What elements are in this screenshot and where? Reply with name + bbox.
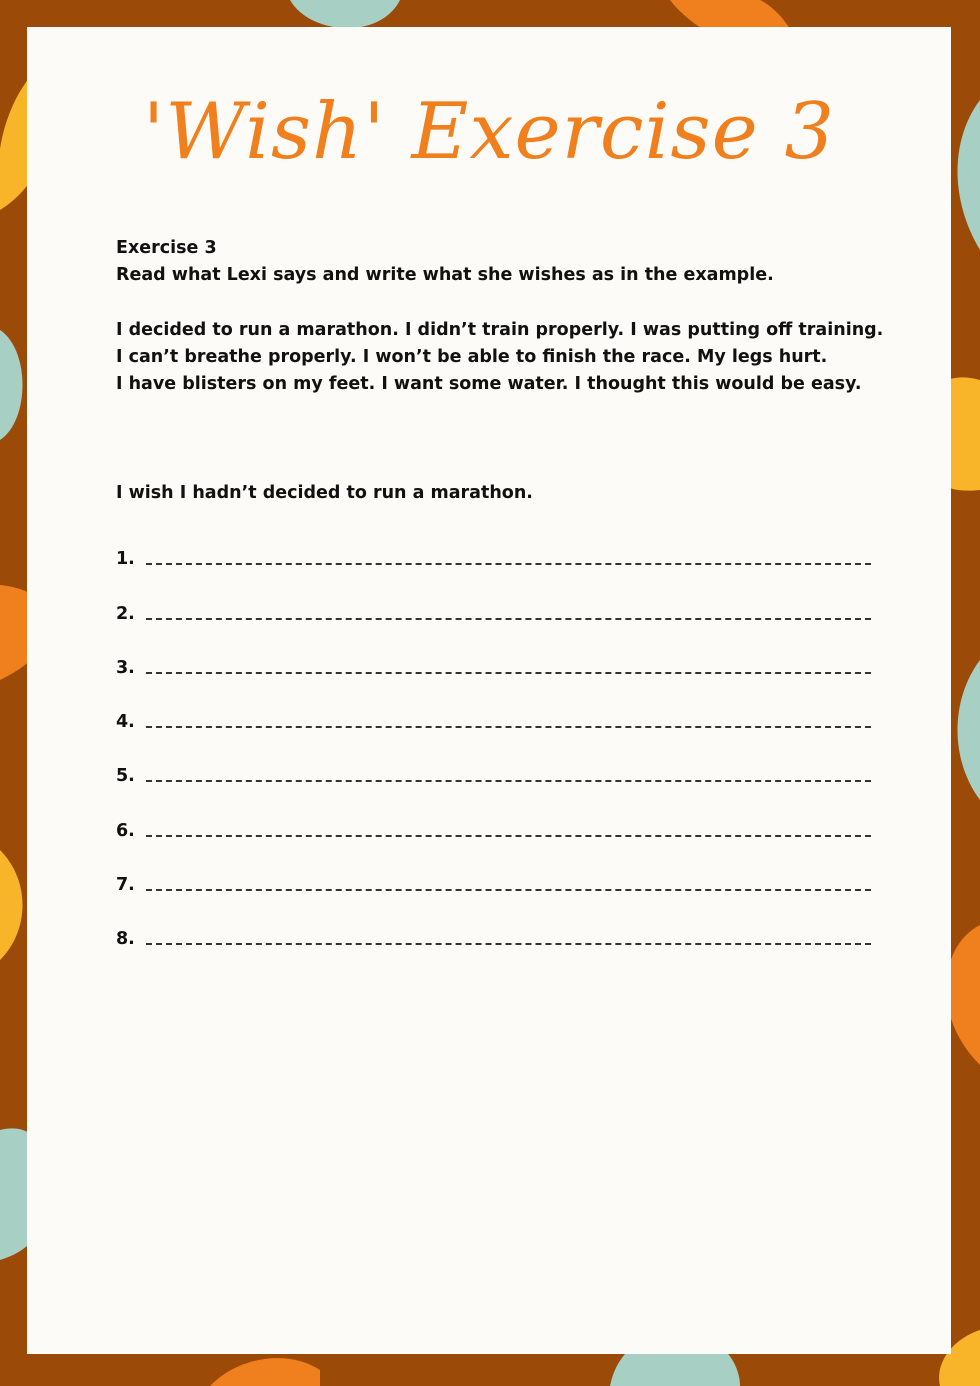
answer-blank-line[interactable] [146,543,871,565]
answer-blank-line[interactable] [146,652,871,674]
answer-number: 1. [116,549,135,570]
answer-number: 3. [116,657,135,678]
exercise-header [116,235,886,289]
answer-blank-line[interactable] [146,598,871,620]
worksheet-title: 'Wish' Exercise 3 [142,87,836,177]
answer-row [116,806,871,860]
answer-blank-line[interactable] [146,869,871,891]
leaf-decoration-left-mint [0,330,30,440]
answer-row [116,644,871,698]
answer-blank-line[interactable] [146,923,871,945]
answer-number: 6. [116,820,135,841]
exercise-instruction: Read what Lexi says and write what she wishes as in the example. [116,265,774,285]
answer-blank-line[interactable] [146,760,871,782]
leaf-decoration-bottom-orange [210,1350,320,1386]
answer-number: 2. [116,603,135,624]
answer-row [116,698,871,752]
answer-blank-line[interactable] [146,706,871,728]
passage-line: I decided to run a marathon. I didn’t train properly. I was putting off training. [116,320,884,340]
worksheet-page [27,27,951,1354]
passage-line: I can’t breathe properly. I won’t be able to finish the race. My legs hurt. [116,347,828,367]
answer-number: 5. [116,766,135,787]
leaf-decoration-left-yellow [0,850,30,960]
lexi-passage [116,317,886,398]
answer-list [116,535,871,969]
example-sentence: I wish I hadn’t decided to run a marathon. [116,483,533,503]
answer-row [116,861,871,915]
answer-number: 4. [116,712,135,733]
answer-row [116,535,871,589]
answer-number: 7. [116,875,135,896]
exercise-heading: Exercise 3 [116,238,217,258]
answer-blank-line[interactable] [146,815,871,837]
answer-row [116,915,871,969]
answer-row [116,752,871,806]
answer-number: 8. [116,929,135,950]
passage-line: I have blisters on my feet. I want some water. I thought this would be easy. [116,374,862,394]
answer-row [116,589,871,643]
